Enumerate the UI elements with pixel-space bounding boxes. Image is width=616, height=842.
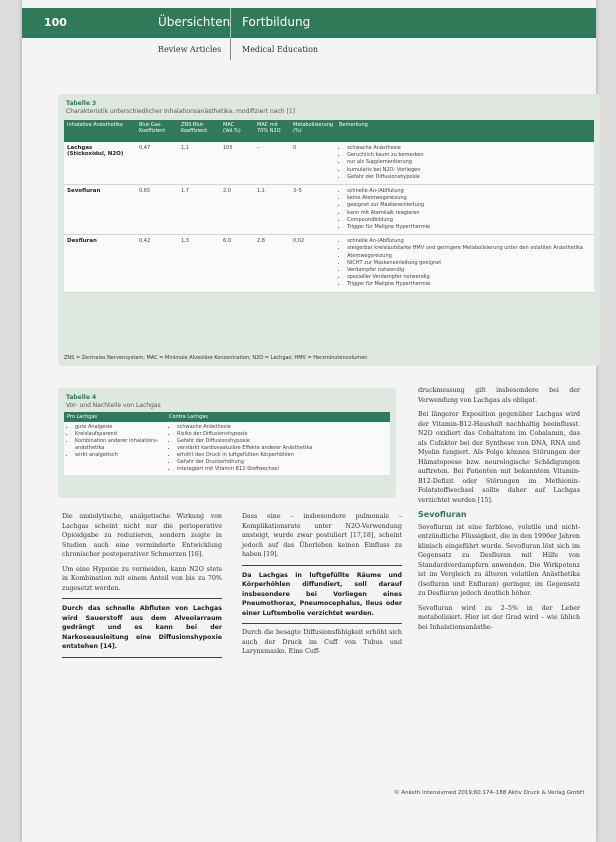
sub-secondary: Medical Education	[242, 45, 319, 54]
table3-legend: ZNS = Zentrales Nervensystem; MAC = Minimale Alveoläre Konzentration; N2O = Lachgas; HMV = Herzminutenvolumen	[64, 355, 368, 361]
contra-item: • schwache Anästhesie	[177, 424, 387, 431]
table-row	[64, 142, 594, 185]
paragraph: Um eine Hypoxie zu vermeiden, kann N2O stets in Kombination mit einem Anteil von bis zu 70% zugesetzt werden.	[62, 565, 222, 592]
note-item: • kumulativ bei N2O- Vorliegen	[347, 167, 591, 174]
table-row	[64, 235, 594, 292]
table3-caption: Charakteristik unterschiedlicher Inhalationsanästhetika, modifiziert nach [1]	[66, 108, 296, 115]
table3-caption-block	[58, 94, 600, 116]
journal-page	[22, 0, 596, 842]
mac-value: 105	[220, 142, 254, 185]
contra-item: • erhöht den Druck in luftgefüllten Körperhöhlen	[177, 452, 387, 459]
agent-name: Desfluran	[64, 235, 136, 292]
subheader-divider	[230, 38, 231, 60]
page-number: 100	[44, 16, 67, 29]
note-item: • Compoundbildung	[347, 217, 591, 224]
metab-value: 0,02	[290, 235, 336, 292]
table4-label: Tabelle 4	[66, 394, 97, 401]
paragraph: druckmessung gilt insbesondere bei der Verwendung von Lachgas als obligat.	[418, 387, 580, 404]
table3-col-header: MAC mit 70% N2O	[254, 120, 290, 142]
table3-box	[58, 94, 600, 366]
note-item: • spezieller Verdampfer notwendig	[347, 274, 591, 281]
pro-item: • gute Analgesie	[75, 424, 163, 431]
note-item: • geeignet zur Maskeneinleitung	[347, 202, 591, 209]
note-item: • schwache Anästhesie	[347, 145, 591, 152]
metab-value: 3–5	[290, 185, 336, 235]
table3-col-header: Inhalative Anästhetika	[64, 120, 136, 142]
pro-item: • Kombination anderer Inhalations-anästhetika	[75, 438, 163, 452]
mac-n2o-value: 1,1	[254, 185, 290, 235]
contra-item: • Risiko der Diffusionshypoxie	[177, 431, 387, 438]
table3-header-row	[64, 120, 594, 142]
note-item: • nur als Supplementierung	[347, 159, 591, 166]
contra-item: • Gefahr der Druckerhöhung	[177, 459, 387, 466]
contra-header: Contra Lachgas	[166, 412, 390, 422]
contra-item: • verstärkt kardiovaskuläre Effekte anderer Anästhetika	[177, 445, 387, 452]
metab-value: 0	[290, 142, 336, 185]
pro-header: Pro Lachgas	[64, 412, 166, 422]
note-item: • schnelle An-/Abflutung	[347, 188, 591, 195]
agent-name: Sevofluran	[64, 185, 136, 235]
body-column-2	[242, 512, 402, 662]
note-item: • schnelle An-/Abflutung	[347, 238, 591, 245]
table4-caption: Vor- und Nachteile von Lachgas	[66, 402, 161, 409]
table3	[64, 120, 594, 293]
pro-cell	[64, 422, 166, 475]
table3-col-header: Bemerkung	[336, 120, 594, 142]
zns-blood-value: 1,3	[178, 235, 220, 292]
mac-value: 6,0	[220, 235, 254, 292]
table4-header-row	[64, 412, 390, 422]
header-divider	[230, 8, 231, 38]
table3-col-header: Blut-Gas-Koeffizient	[136, 120, 178, 142]
paragraph: Sevofluran ist eine farblose, volatile und nicht-entzündliche Flüssigkeit, die in den 1990er Jahren klinisch eingeführt wurde. Sevofluran löst sich im Gegensatz zu Desfluran mit Hilfe von Standardverdampfern anwenden. Die Wirkpotenz ist im Vergleich zu älteren volatilen Anästhetika (Isofluran und Enfluran) geringer, im Gegensatz zu Desfluran jedoch deutlich höher.	[418, 523, 580, 597]
body-column-3	[418, 386, 580, 637]
zns-blood-value: 1,1	[178, 142, 220, 185]
blood-gas-value: 0,65	[136, 185, 178, 235]
pro-item: • Kreislaufsparend	[75, 431, 163, 438]
table4-box	[58, 388, 396, 498]
table3-col-header: ZNS-Blut-Koeffizient	[178, 120, 220, 142]
table3-col-header: MAC (Vol.%)	[220, 120, 254, 142]
note-item: • Verdampfer notwendig	[347, 267, 591, 274]
paragraph: Sevofluran wird zu 2–5% in der Leber metabolisiert. Hier ist der Grad wird – wie üblich bei Inhalationsanästhe-	[418, 604, 580, 631]
contra-item: • interagiert mit Vitamin B12-Stoffwechsel	[177, 466, 387, 473]
table-row	[64, 185, 594, 235]
blood-gas-value: 0,47	[136, 142, 178, 185]
note-item: • Atemwegsreizung	[347, 253, 591, 260]
note-item: • NICHT zur Maskeneinleitung geeignet	[347, 260, 591, 267]
mac-value: 2,0	[220, 185, 254, 235]
table4-caption-block	[58, 388, 396, 410]
body-column-1	[62, 512, 222, 662]
page-header	[22, 8, 596, 38]
note-item: • Trigger für Maligne Hyperthermie	[347, 281, 591, 288]
mac-n2o-value: 2,8	[254, 235, 290, 292]
zns-blood-value: 1,7	[178, 185, 220, 235]
notes-cell	[336, 185, 594, 235]
note-item: • Geruchlich kaum zu bemerken	[347, 152, 591, 159]
note-item: • Gefahr der Diffusionshypoxie	[347, 174, 591, 181]
mac-n2o-value: –	[254, 142, 290, 185]
highlight-box: Da Lachgas in luftgefüllte Räume und Körperhöhlen diffundiert, soll darauf insbesondere bei Vorliegen eines Pneumothorax, Pneumocephalus, Ileus oder einer Luftembolie verzichtet werden.	[242, 565, 402, 625]
note-item: • kann mit Atemkalk reagieren	[347, 210, 591, 217]
table4	[64, 412, 390, 475]
section-secondary: Fortbildung	[242, 15, 311, 29]
notes-cell	[336, 142, 594, 185]
page-footer: © Anästh Intensivmed 2019;60:174–188 Aktiv Druck & Verlag GmbH	[393, 790, 584, 796]
table3-label: Tabelle 3	[66, 100, 97, 107]
notes-cell	[336, 235, 594, 292]
table3-col-header: Metabolisierung (%)	[290, 120, 336, 142]
table-row	[64, 422, 390, 475]
paragraph: Bei längerer Exposition gegenüber Lachgas wird der Vitamin-B12-Haushalt nachhaltig beeinflusst. N2O oxidiert das Cobaltatom im Cobalamin, das als Cofaktor bei der Synthese von DNA, RNA und Myelin fungiert. Als Folge können Störungen der Hämatopoese bzw. neurologische Schädigungen auftreten. Bei Patienten mit bekanntem Vitamin-B12-Defizit oder Störungen im Methionin-Folatstoffwechsel sollte daher auf Lachgas verzichtet werden [15].	[418, 411, 580, 504]
note-item: • steigerbar kreislaufstarke HMV und geringere Metabolisierung unter den volatilen Anästhetika	[347, 245, 591, 252]
blood-gas-value: 0,42	[136, 235, 178, 292]
paragraph: Dass eine – insbesondere pulmonale – Komplikationsrate unter N2O-Verwendung ansteigt, wurde zwar postuliert [17,18], scheint jedoch auf das Überleben keinen Einfluss zu haben [19].	[242, 513, 402, 558]
pro-item: • wirkt analgetisch	[75, 452, 163, 459]
section-heading: Sevofluran	[418, 510, 467, 519]
paragraph: Durch die besagte Diffusionsfähigkeit erhöht sich auch der Druck im Cuff von Tubus und Larynxmaske. Eine Cuff-	[242, 629, 402, 655]
agent-name: Lachgas (Stickoxidul, N2O)	[64, 142, 136, 185]
contra-item: • Gefahr der Diffusionshypoxie	[177, 438, 387, 445]
note-item: • keine Atemwegsreizung	[347, 195, 591, 202]
paragraph: Die anxiolytische, analgetische Wirkung von Lachgas scheint nicht nur die perioperative Opioidgabe zu reduzieren, sondern zeigte in Studien auch eine verminderte Entwicklung chronischer postoperativer Schmerzen [16].	[62, 513, 222, 558]
sub-primary: Review Articles	[158, 45, 222, 54]
section-primary: Übersichten	[158, 15, 231, 29]
contra-cell	[166, 422, 390, 475]
note-item: • Trigger für Maligne Hyperthermie	[347, 224, 591, 231]
highlight-box: Durch das schnelle Abfluten von Lachgas wird Sauerstoff aus dem Alveolarraum gedrängt und es kann bei der Narkoseausleitung eine Diffusionshypoxie entstehen [14].	[62, 598, 222, 658]
